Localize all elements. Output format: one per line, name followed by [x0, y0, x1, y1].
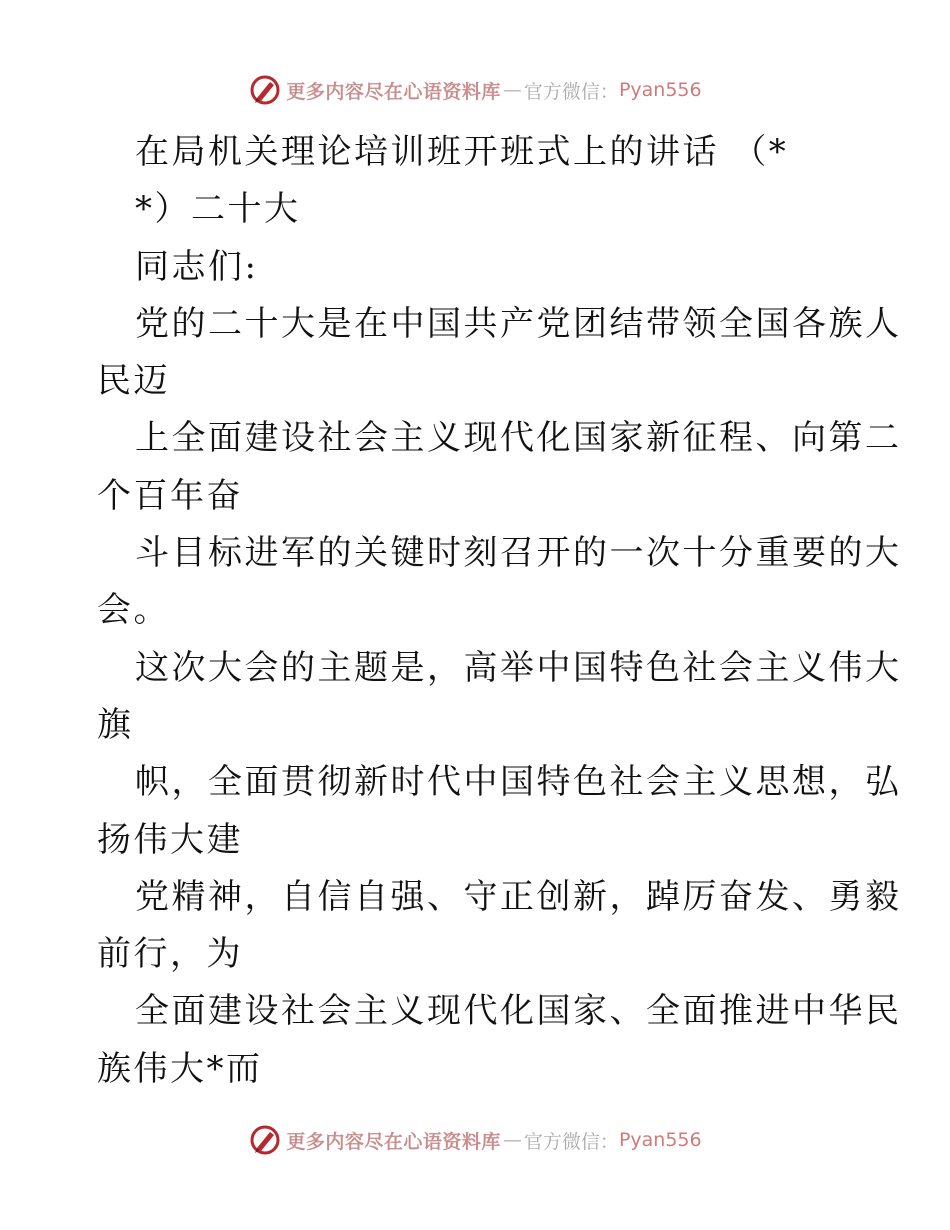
document-line: 个百年奋	[97, 475, 243, 516]
pen-logo-icon	[248, 1123, 282, 1157]
document-line: 上全面建设社会主义现代化国家新征程、向第二	[135, 418, 902, 459]
document-line: 旗	[97, 704, 134, 745]
document-line: 会。	[97, 590, 170, 631]
header-watermark	[0, 70, 950, 110]
watermark-wechat-label: 官方微信：	[523, 80, 619, 103]
watermark-site-text: 更多内容尽在心语资料库	[286, 80, 501, 103]
document-body	[97, 124, 902, 1098]
pen-logo-icon	[248, 73, 282, 107]
watermark-dash: —	[502, 79, 522, 101]
document-line: 族伟大*而	[97, 1048, 263, 1089]
document-line: 扬伟大建	[97, 819, 243, 860]
document-line: 在局机关理论培训班开班式上的讲话 （*	[135, 132, 789, 172]
document-line: 这次大会的主题是，高举中国特色社会主义伟大	[135, 647, 902, 688]
document-line: 帜，全面贯彻新时代中国特色社会主义思想，弘	[135, 762, 902, 803]
watermark-site-text: 更多内容尽在心语资料库	[286, 1130, 501, 1153]
watermark-wechat-label: 官方微信：	[523, 1130, 619, 1153]
document-line: 党精神，自信自强、守正创新，踔厉奋发、勇毅	[135, 876, 902, 917]
document-line: 党的二十大是在中国共产党团结带领全国各族人	[135, 303, 902, 344]
watermark-dash: —	[502, 1129, 522, 1151]
watermark-wechat-id: Pyan556	[618, 79, 702, 101]
document-line: 民迈	[97, 361, 170, 402]
footer-watermark	[0, 1120, 950, 1160]
watermark-wechat-id: Pyan556	[618, 1129, 702, 1151]
document-line: 斗目标进军的关键时刻召开的一次十分重要的大	[135, 533, 902, 574]
document-line: 全面建设社会主义现代化国家、全面推进中华民	[135, 991, 902, 1032]
document-line: 同志们:	[135, 246, 259, 287]
document-line: *）二十大	[135, 189, 301, 230]
document-line: 前行，为	[97, 934, 243, 975]
